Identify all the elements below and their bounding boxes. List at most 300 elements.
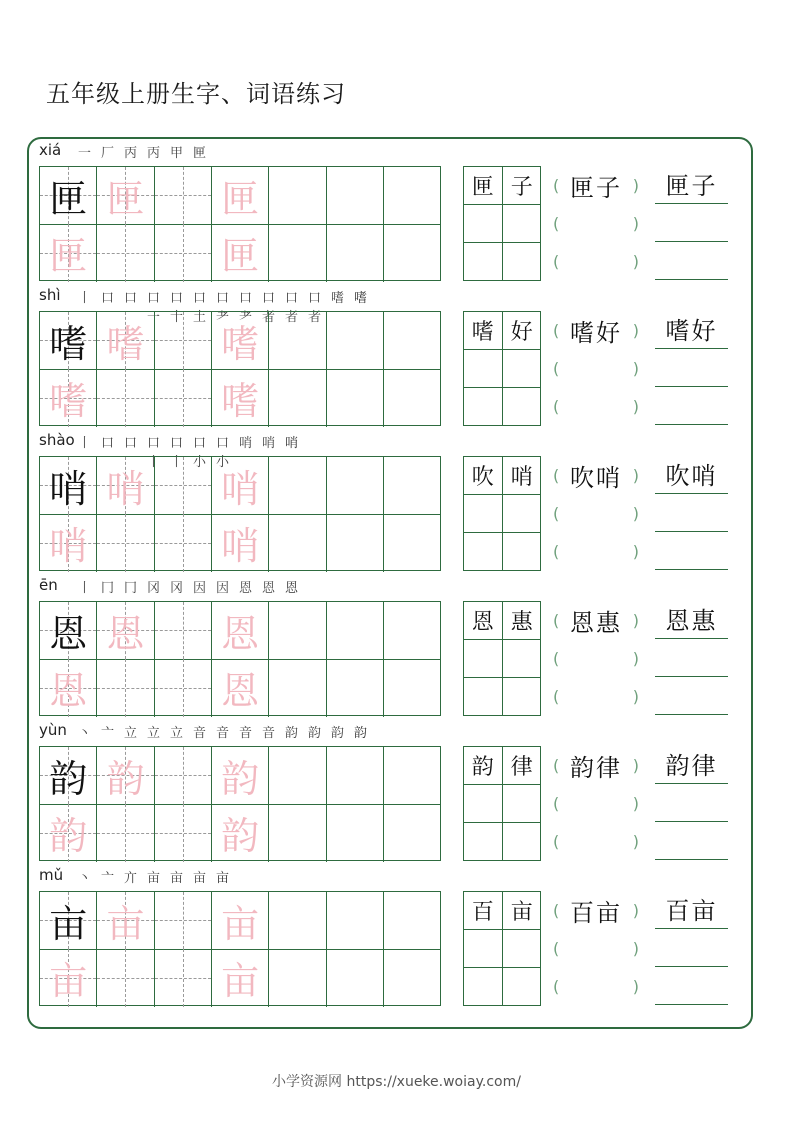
open-paren: (: [553, 686, 560, 706]
word-char: 律: [510, 755, 533, 780]
stroke-step: 恩: [238, 581, 252, 596]
writing-cell[interactable]: [327, 514, 384, 572]
stroke-step: 口小: [215, 436, 229, 470]
underline-word: 吹哨: [665, 462, 718, 490]
close-paren: ): [632, 648, 639, 668]
stroke-step: 匣: [192, 146, 206, 161]
stroke-step: 恩: [284, 581, 298, 596]
open-paren: (: [553, 976, 560, 996]
close-paren: ): [632, 976, 639, 996]
writing-cell[interactable]: [212, 167, 269, 225]
stroke-step: 口小: [192, 436, 206, 470]
writing-cell[interactable]: [269, 167, 326, 225]
word-cell[interactable]: [503, 823, 542, 861]
writing-cell[interactable]: [269, 659, 326, 717]
char-block: [0, 427, 793, 572]
trace-char: 匣: [49, 234, 88, 279]
stroke-step: 因: [192, 581, 206, 596]
underline-blank[interactable]: [655, 387, 728, 425]
trace-char: 匣: [221, 234, 260, 279]
open-paren: (: [553, 793, 560, 813]
word-grid: [463, 311, 541, 426]
writing-cell[interactable]: [327, 949, 384, 1007]
underline-blank[interactable]: [655, 677, 728, 715]
stroke-step: 亠: [100, 871, 114, 886]
stroke-step: 亩: [169, 871, 183, 886]
word-char: 百: [471, 900, 494, 925]
writing-cell[interactable]: [384, 747, 441, 805]
open-paren: (: [553, 900, 560, 920]
stroke-step: 亩: [192, 871, 206, 886]
writing-cell[interactable]: [212, 804, 269, 862]
word-cell[interactable]: [464, 533, 503, 571]
writing-cell[interactable]: [269, 747, 326, 805]
stroke-order: [76, 722, 369, 741]
stroke-step: 口丨: [169, 436, 183, 470]
word-cell[interactable]: [503, 678, 542, 716]
writing-cell[interactable]: [40, 312, 97, 370]
writing-cell[interactable]: [97, 369, 154, 427]
close-paren: ): [632, 358, 639, 378]
word-cell[interactable]: [464, 350, 503, 388]
word-cell[interactable]: [503, 205, 542, 243]
word-cell[interactable]: [464, 968, 503, 1006]
word-cell[interactable]: [503, 167, 542, 205]
close-paren: ): [632, 320, 639, 340]
word-cell[interactable]: [503, 640, 542, 678]
writing-cell[interactable]: [384, 949, 441, 1007]
writing-cell[interactable]: [155, 892, 212, 950]
stroke-step: 韵: [353, 726, 367, 741]
close-paren: ): [632, 213, 639, 233]
trace-char: 嗜: [106, 321, 145, 366]
writing-cell[interactable]: [97, 312, 154, 370]
writing-cell[interactable]: [327, 804, 384, 862]
writing-cell[interactable]: [269, 514, 326, 572]
word-cell[interactable]: [503, 930, 542, 968]
trace-char: 嗜: [221, 321, 260, 366]
writing-cell[interactable]: [40, 804, 97, 862]
word-cell[interactable]: [503, 785, 542, 823]
word-cell[interactable]: [464, 312, 503, 350]
writing-grid: [39, 891, 441, 1006]
word-cell[interactable]: [464, 602, 503, 640]
stroke-step: 立: [169, 726, 183, 741]
model-char: 恩: [49, 611, 88, 656]
stroke-step: 韵: [330, 726, 344, 741]
trace-char: 韵: [106, 756, 145, 801]
writing-cell[interactable]: [384, 167, 441, 225]
word-cell[interactable]: [464, 823, 503, 861]
writing-cell[interactable]: [327, 602, 384, 660]
underline-blank[interactable]: [655, 166, 728, 204]
writing-cell[interactable]: [327, 312, 384, 370]
paren-word: 吹哨: [570, 463, 622, 492]
stroke-step: 音: [192, 726, 206, 741]
writing-cell[interactable]: [97, 804, 154, 862]
writing-cell[interactable]: [212, 747, 269, 805]
close-paren: ): [632, 175, 639, 195]
writing-cell[interactable]: [327, 892, 384, 950]
writing-cell[interactable]: [212, 659, 269, 717]
writing-cell[interactable]: [155, 369, 212, 427]
writing-cell[interactable]: [384, 224, 441, 282]
paren-blank[interactable]: [553, 166, 639, 204]
writing-cell[interactable]: [97, 949, 154, 1007]
model-char: 匣: [49, 176, 88, 221]
close-paren: ): [632, 541, 639, 561]
writing-cell[interactable]: [269, 312, 326, 370]
writing-cell[interactable]: [327, 369, 384, 427]
stroke-step: 音: [238, 726, 252, 741]
writing-cell[interactable]: [155, 659, 212, 717]
trace-char: 哨: [106, 466, 145, 511]
writing-cell[interactable]: [384, 659, 441, 717]
writing-cell[interactable]: [97, 602, 154, 660]
writing-cell[interactable]: [40, 457, 97, 515]
word-char: 吹: [471, 465, 494, 490]
writing-cell[interactable]: [212, 369, 269, 427]
paren-blank[interactable]: [553, 204, 639, 242]
underline-blank[interactable]: [655, 929, 728, 967]
word-cell[interactable]: [464, 167, 503, 205]
writing-cell[interactable]: [269, 224, 326, 282]
word-char: 惠: [510, 610, 533, 635]
underline-blank[interactable]: [655, 784, 728, 822]
trace-char: 亩: [221, 901, 260, 946]
pinyin-label: ēn: [39, 576, 58, 594]
writing-cell[interactable]: [155, 167, 212, 225]
paren-word: 嗜好: [570, 318, 622, 347]
word-char: 哨: [510, 465, 533, 490]
word-cell[interactable]: [464, 747, 503, 785]
trace-char: 哨: [221, 524, 260, 569]
writing-cell[interactable]: [269, 949, 326, 1007]
writing-cell[interactable]: [269, 602, 326, 660]
writing-cell[interactable]: [97, 659, 154, 717]
stroke-step: 口者: [307, 291, 321, 325]
stroke-step: 恩: [261, 581, 275, 596]
writing-cell[interactable]: [212, 892, 269, 950]
stroke-step: 口: [100, 291, 114, 306]
char-block: [0, 717, 793, 862]
word-grid: [463, 601, 541, 716]
trace-char: 哨: [221, 466, 260, 511]
writing-cell[interactable]: [40, 224, 97, 282]
writing-cell[interactable]: [97, 167, 154, 225]
stroke-step: 口者: [261, 291, 275, 325]
open-paren: (: [553, 503, 560, 523]
writing-cell[interactable]: [97, 224, 154, 282]
stroke-step: 一: [77, 146, 91, 161]
writing-cell[interactable]: [212, 514, 269, 572]
stroke-step: 口一: [146, 291, 160, 325]
stroke-step: 嗜: [353, 291, 367, 306]
word-char: 嗜: [471, 320, 494, 345]
stroke-step: 音: [261, 726, 275, 741]
writing-cell[interactable]: [155, 602, 212, 660]
word-cell[interactable]: [503, 495, 542, 533]
underline-word: 韵律: [665, 752, 718, 780]
paren-blank[interactable]: [553, 532, 639, 570]
model-char: 嗜: [49, 321, 88, 366]
underline-blank[interactable]: [655, 601, 728, 639]
model-char: 哨: [49, 466, 88, 511]
writing-grid: [39, 746, 441, 861]
writing-grid: [39, 311, 441, 426]
word-char: 好: [510, 320, 533, 345]
writing-cell[interactable]: [40, 949, 97, 1007]
underline-blank[interactable]: [655, 532, 728, 570]
stroke-step: 立: [123, 726, 137, 741]
writing-cell[interactable]: [327, 224, 384, 282]
stroke-step: 冈: [146, 581, 160, 596]
word-cell[interactable]: [503, 312, 542, 350]
word-cell[interactable]: [503, 457, 542, 495]
stroke-step: 口: [100, 436, 114, 451]
model-char: 亩: [49, 901, 88, 946]
writing-cell[interactable]: [269, 804, 326, 862]
word-char: 恩: [471, 610, 494, 635]
stroke-order: [76, 867, 231, 886]
underline-blank[interactable]: [655, 822, 728, 860]
writing-cell[interactable]: [384, 369, 441, 427]
underline-blank[interactable]: [655, 967, 728, 1005]
writing-grid: [39, 601, 441, 716]
underline-blank[interactable]: [655, 311, 728, 349]
paren-blank[interactable]: [553, 242, 639, 280]
paren-blank[interactable]: [553, 494, 639, 532]
writing-cell[interactable]: [40, 747, 97, 805]
page-title: 五年级上册生字、词语练习: [46, 80, 346, 108]
stroke-step: 立: [146, 726, 160, 741]
trace-char: 韵: [221, 814, 260, 859]
word-cell[interactable]: [503, 350, 542, 388]
paren-blank[interactable]: [553, 929, 639, 967]
stroke-step: 口: [123, 291, 137, 306]
stroke-step: 亠: [100, 726, 114, 741]
trace-char: 恩: [221, 669, 260, 714]
underline-blank[interactable]: [655, 891, 728, 929]
paren-blank[interactable]: [553, 349, 639, 387]
word-cell[interactable]: [503, 388, 542, 426]
stroke-step: 冂: [123, 581, 137, 596]
trace-char: 匣: [221, 176, 260, 221]
paren-blank[interactable]: [553, 891, 639, 929]
word-grid: [463, 891, 541, 1006]
word-cell[interactable]: [503, 968, 542, 1006]
char-block: [0, 572, 793, 717]
open-paren: (: [553, 541, 560, 561]
writing-cell[interactable]: [384, 892, 441, 950]
stroke-step: 丨: [77, 581, 91, 596]
writing-cell[interactable]: [40, 167, 97, 225]
writing-cell[interactable]: [155, 312, 212, 370]
paren-blank[interactable]: [553, 746, 639, 784]
char-block: [0, 282, 793, 427]
trace-char: 亩: [106, 901, 145, 946]
underline-blank[interactable]: [655, 349, 728, 387]
paren-blank[interactable]: [553, 784, 639, 822]
stroke-step: 口丨: [146, 436, 160, 470]
writing-cell[interactable]: [40, 659, 97, 717]
writing-cell[interactable]: [40, 369, 97, 427]
writing-cell[interactable]: [212, 312, 269, 370]
writing-cell[interactable]: [40, 602, 97, 660]
paren-blank[interactable]: [553, 677, 639, 715]
word-cell[interactable]: [464, 678, 503, 716]
stroke-step: 丙: [146, 146, 160, 161]
word-cell[interactable]: [464, 785, 503, 823]
paren-word: 匣子: [570, 173, 622, 202]
stroke-step: 口者: [284, 291, 298, 325]
underline-blank[interactable]: [655, 204, 728, 242]
stroke-step: 口十: [169, 291, 183, 325]
word-cell[interactable]: [464, 640, 503, 678]
stroke-step: 亩: [215, 871, 229, 886]
stroke-step: 亩: [146, 871, 160, 886]
word-char: 韵: [471, 755, 494, 780]
writing-cell[interactable]: [269, 892, 326, 950]
open-paren: (: [553, 396, 560, 416]
open-paren: (: [553, 610, 560, 630]
word-char: 亩: [510, 900, 533, 925]
writing-cell[interactable]: [97, 457, 154, 515]
open-paren: (: [553, 251, 560, 271]
underline-blank[interactable]: [655, 639, 728, 677]
trace-char: 恩: [49, 669, 88, 714]
word-grid: [463, 746, 541, 861]
word-cell[interactable]: [464, 457, 503, 495]
stroke-step: 丨: [77, 291, 91, 306]
stroke-step: 冂: [100, 581, 114, 596]
stroke-step: 因: [215, 581, 229, 596]
footer-source: 小学资源网 https://xueke.woiay.com/: [272, 1074, 521, 1090]
writing-cell[interactable]: [327, 167, 384, 225]
writing-cell[interactable]: [212, 949, 269, 1007]
word-cell[interactable]: [503, 602, 542, 640]
pinyin-label: xiá: [39, 141, 62, 159]
underline-blank[interactable]: [655, 746, 728, 784]
paren-blank[interactable]: [553, 639, 639, 677]
word-cell[interactable]: [464, 205, 503, 243]
writing-cell[interactable]: [384, 457, 441, 515]
writing-cell[interactable]: [40, 892, 97, 950]
writing-cell[interactable]: [155, 747, 212, 805]
word-cell[interactable]: [464, 495, 503, 533]
writing-cell[interactable]: [97, 747, 154, 805]
writing-grid: [39, 166, 441, 281]
writing-cell[interactable]: [212, 602, 269, 660]
stroke-step: 哨: [238, 436, 252, 451]
trace-char: 韵: [49, 814, 88, 859]
writing-cell[interactable]: [97, 892, 154, 950]
writing-cell[interactable]: [327, 747, 384, 805]
trace-char: 韵: [221, 756, 260, 801]
writing-cell[interactable]: [212, 224, 269, 282]
underline-word: 百亩: [665, 897, 718, 925]
paren-blank[interactable]: [553, 387, 639, 425]
writing-cell[interactable]: [97, 514, 154, 572]
writing-cell[interactable]: [327, 457, 384, 515]
stroke-step: 丶: [77, 726, 91, 741]
word-grid: [463, 456, 541, 571]
writing-cell[interactable]: [155, 949, 212, 1007]
writing-cell[interactable]: [269, 457, 326, 515]
underline-blank[interactable]: [655, 242, 728, 280]
model-char: 韵: [49, 756, 88, 801]
close-paren: ): [632, 831, 639, 851]
writing-cell[interactable]: [384, 514, 441, 572]
word-cell[interactable]: [503, 892, 542, 930]
word-cell[interactable]: [464, 892, 503, 930]
underline-blank[interactable]: [655, 494, 728, 532]
char-block: [0, 862, 793, 1007]
writing-cell[interactable]: [155, 514, 212, 572]
close-paren: ): [632, 793, 639, 813]
writing-cell[interactable]: [40, 514, 97, 572]
writing-cell[interactable]: [327, 659, 384, 717]
underline-word: 恩惠: [665, 607, 718, 635]
pinyin-label: yùn: [39, 721, 67, 739]
writing-cell[interactable]: [269, 369, 326, 427]
stroke-step: 丨: [77, 436, 91, 451]
open-paren: (: [553, 320, 560, 340]
close-paren: ): [632, 686, 639, 706]
trace-char: 亩: [49, 959, 88, 1004]
trace-char: 恩: [221, 611, 260, 656]
paren-blank[interactable]: [553, 601, 639, 639]
stroke-step: 音: [215, 726, 229, 741]
close-paren: ): [632, 900, 639, 920]
pinyin-label: shào: [39, 431, 75, 449]
word-char: 子: [510, 175, 533, 200]
word-cell[interactable]: [503, 533, 542, 571]
trace-char: 恩: [106, 611, 145, 656]
stroke-step: 嗜: [330, 291, 344, 306]
writing-cell[interactable]: [384, 602, 441, 660]
stroke-step: 冈: [169, 581, 183, 596]
stroke-step: 哨: [284, 436, 298, 451]
close-paren: ): [632, 610, 639, 630]
word-cell[interactable]: [503, 243, 542, 281]
trace-char: 匣: [106, 176, 145, 221]
underline-blank[interactable]: [655, 456, 728, 494]
stroke-step: 厂: [100, 146, 114, 161]
word-cell[interactable]: [464, 388, 503, 426]
writing-cell[interactable]: [155, 457, 212, 515]
paren-blank[interactable]: [553, 822, 639, 860]
word-cell[interactable]: [503, 747, 542, 785]
paren-word: 韵律: [570, 753, 622, 782]
stroke-order: [76, 577, 300, 596]
stroke-step: 亣: [123, 871, 137, 886]
char-block: [0, 137, 793, 282]
pinyin-label: shì: [39, 286, 61, 304]
writing-cell[interactable]: [155, 224, 212, 282]
paren-blank[interactable]: [553, 311, 639, 349]
writing-cell[interactable]: [155, 804, 212, 862]
writing-cell[interactable]: [384, 312, 441, 370]
word-char: 匣: [471, 175, 494, 200]
word-cell[interactable]: [464, 243, 503, 281]
paren-blank[interactable]: [553, 967, 639, 1005]
paren-blank[interactable]: [553, 456, 639, 494]
stroke-order: [76, 142, 208, 161]
word-cell[interactable]: [464, 930, 503, 968]
writing-cell[interactable]: [384, 804, 441, 862]
writing-cell[interactable]: [212, 457, 269, 515]
